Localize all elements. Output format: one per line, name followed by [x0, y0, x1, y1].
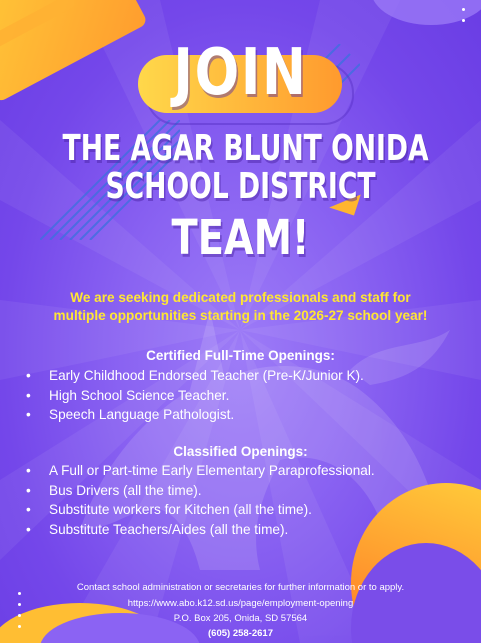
phone-number: (605) 258-2617: [208, 628, 273, 639]
contact-text: Contact school administration or secretaries for further information or to apply.: [76, 582, 405, 593]
intro-line: We are seeking dedicated professionals and staff for: [70, 290, 411, 305]
classified-list: [22, 461, 375, 539]
employment-url[interactable]: https://www.abo.k12.sd.us/page/employment-opening: [127, 598, 354, 609]
list-item: • Substitute Teachers/Aides (all the time).: [22, 520, 375, 540]
list-item: • Speech Language Pathologist.: [22, 405, 364, 425]
district-name-line1: THE AGAR BLUNT ONIDA: [62, 128, 429, 169]
list-item: • Early Childhood Endorsed Teacher (Pre-K/Junior K).: [22, 366, 364, 386]
certified-heading: Certified Full-Time Openings:: [146, 348, 335, 363]
join-heading: JOIN: [173, 36, 308, 110]
team-heading: TEAM!: [171, 210, 310, 266]
list-item: • A Full or Part-time Early Elementary Paraprofessional.: [22, 461, 375, 481]
intro-line: multiple opportunities starting in the 2026-27 school year!: [53, 308, 428, 323]
certified-list: [22, 366, 364, 425]
list-item: • Substitute workers for Kitchen (all the time).: [22, 500, 375, 520]
classified-heading: Classified Openings:: [173, 444, 308, 459]
list-item: • High School Science Teacher.: [22, 386, 364, 406]
more-dots-icon: [462, 8, 465, 30]
intro-text: [0, 289, 481, 325]
district-name-line2: SCHOOL DISTRICT: [105, 166, 376, 207]
list-item: • Bus Drivers (all the time).: [22, 481, 375, 501]
mailing-address: P.O. Box 205, Onida, SD 57564: [173, 613, 308, 624]
